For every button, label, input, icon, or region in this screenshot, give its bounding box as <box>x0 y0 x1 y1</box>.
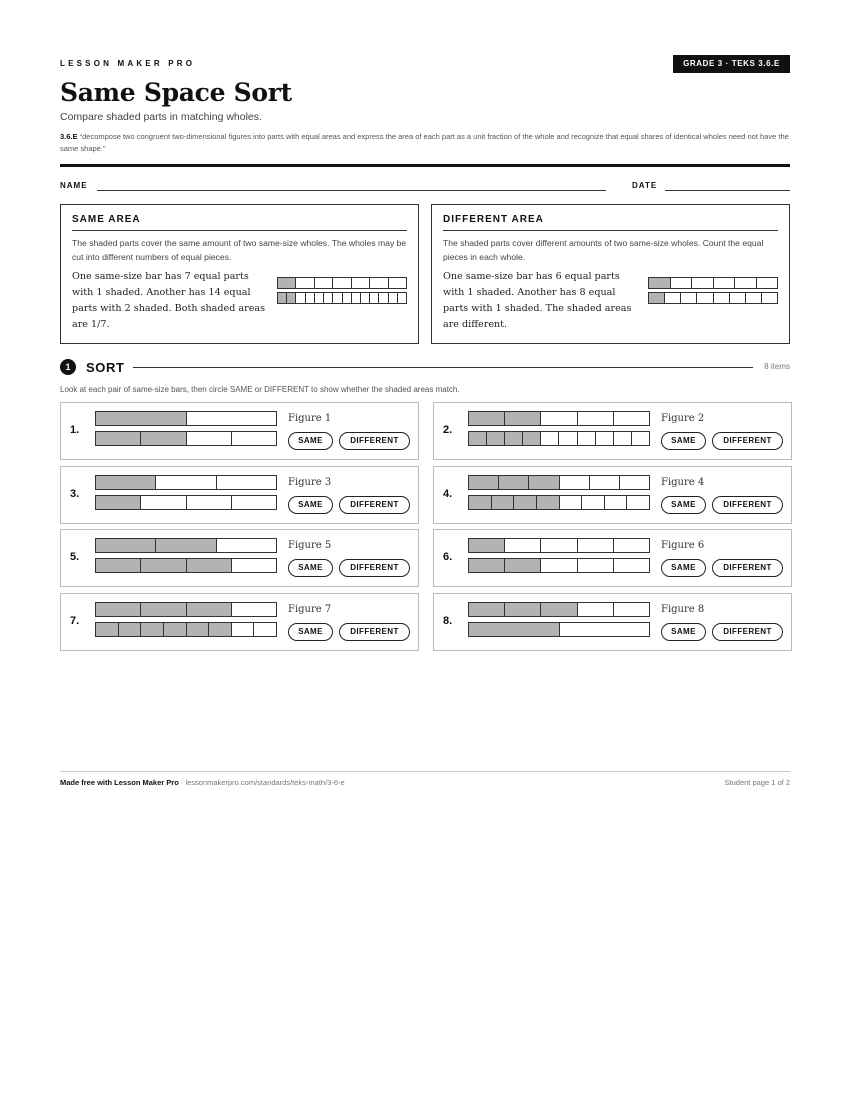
unshaded-part <box>560 476 590 489</box>
footer-made-with: Made free with Lesson Maker Pro <box>60 778 179 787</box>
fraction-bar <box>648 292 778 304</box>
shaded-part <box>187 559 232 572</box>
example-heading: SAME AREA <box>72 205 407 231</box>
unshaded-part <box>620 476 649 489</box>
shaded-part <box>141 623 164 636</box>
shaded-part <box>492 496 515 509</box>
unshaded-part <box>614 432 632 445</box>
fraction-bar <box>468 602 650 617</box>
fraction-bar <box>468 431 650 446</box>
unshaded-part <box>333 293 342 303</box>
shaded-part <box>469 412 505 425</box>
item-number: 1. <box>70 424 80 436</box>
sort-item <box>433 529 792 587</box>
shaded-part <box>649 293 665 303</box>
item-bars <box>468 411 650 446</box>
example-explanation: One same-size bar has 6 equal parts with 1 shaded. Another has 8 equal parts with 1 shaded. The shaded areas are different. <box>443 271 632 330</box>
unshaded-part <box>352 278 370 288</box>
shaded-part <box>505 559 541 572</box>
unshaded-part <box>232 432 276 445</box>
unshaded-part <box>217 476 276 489</box>
unshaded-part <box>187 412 277 425</box>
unshaded-part <box>324 293 333 303</box>
figure-label: Figure 5 <box>288 540 332 551</box>
example-heading: DIFFERENT AREA <box>443 205 778 231</box>
unshaded-part <box>714 278 736 288</box>
shaded-part <box>523 432 541 445</box>
unshaded-part <box>681 293 697 303</box>
name-date-row <box>60 181 790 193</box>
unshaded-part <box>582 496 605 509</box>
section-rule <box>133 367 753 368</box>
section-instructions: Look at each pair of same-size bars, then circle SAME or DIFFERENT to show whether the shaded areas match. <box>60 385 460 394</box>
unshaded-part <box>692 278 714 288</box>
same-choice[interactable]: SAME <box>661 623 706 641</box>
unshaded-part <box>578 412 614 425</box>
same-choice[interactable]: SAME <box>288 623 333 641</box>
footer-page-number: Student page 1 of 2 <box>724 778 790 787</box>
unshaded-part <box>578 603 614 616</box>
shaded-part <box>469 623 560 636</box>
unshaded-part <box>541 559 577 572</box>
unshaded-part <box>605 496 628 509</box>
fraction-bar <box>95 538 277 553</box>
example-bars <box>648 277 778 304</box>
fraction-bar <box>95 431 277 446</box>
section-number-badge: 1 <box>60 359 76 375</box>
unshaded-part <box>578 539 614 552</box>
item-number: 3. <box>70 488 80 500</box>
shaded-part <box>164 623 187 636</box>
header-divider <box>60 164 790 167</box>
fraction-bar <box>468 538 650 553</box>
shaded-part <box>469 432 487 445</box>
fraction-bar <box>468 411 650 426</box>
item-number: 8. <box>443 615 453 627</box>
shaded-part <box>96 559 141 572</box>
unshaded-part <box>541 432 559 445</box>
shaded-part <box>649 278 671 288</box>
shaded-part <box>141 603 186 616</box>
section-header <box>60 359 790 375</box>
figure-label: Figure 1 <box>288 413 332 424</box>
example-different-area <box>431 204 790 344</box>
unshaded-part <box>187 496 232 509</box>
shaded-part <box>541 603 577 616</box>
unshaded-part <box>389 278 406 288</box>
page-title: Same Space Sort <box>60 78 292 107</box>
unshaded-part <box>560 496 583 509</box>
fraction-bar <box>95 602 277 617</box>
shaded-part <box>96 432 141 445</box>
shaded-part <box>529 476 559 489</box>
figure-label: Figure 6 <box>661 540 705 551</box>
sort-item <box>60 529 419 587</box>
item-bars <box>95 475 277 510</box>
figure-label: Figure 8 <box>661 604 705 615</box>
footer-divider <box>60 771 790 772</box>
shaded-part <box>505 432 523 445</box>
item-count: 8 items <box>764 362 790 371</box>
unshaded-part <box>156 476 216 489</box>
different-choice[interactable]: DIFFERENT <box>339 559 410 577</box>
footer-url: · lessonmakerpro.com/standards/teks-math/3-6-e <box>178 778 345 787</box>
shaded-part <box>278 293 287 303</box>
shaded-part <box>499 476 529 489</box>
unshaded-part <box>398 293 406 303</box>
sort-item <box>433 402 792 460</box>
unshaded-part <box>370 278 388 288</box>
section-title: SORT <box>86 360 125 375</box>
shaded-part <box>141 559 186 572</box>
shaded-part <box>96 476 156 489</box>
standard-text: “decompose two congruent two-dimensional figures into parts with equal areas and express the area of each part as a unit fraction of the whole and recognize that equal shares of identical wholes need not have the same shape.” <box>60 132 789 153</box>
item-bars <box>468 475 650 510</box>
shaded-part <box>487 432 505 445</box>
same-choice[interactable]: SAME <box>661 432 706 450</box>
example-description: The shaded parts cover different amounts of two same-size wholes. Count the equal pieces in each whole. <box>443 238 764 262</box>
unshaded-part <box>315 293 324 303</box>
unshaded-part <box>232 623 255 636</box>
unshaded-part <box>352 293 361 303</box>
unshaded-part <box>541 539 577 552</box>
unshaded-part <box>614 559 649 572</box>
figure-label: Figure 3 <box>288 477 332 488</box>
unshaded-part <box>187 432 232 445</box>
shaded-part <box>187 623 210 636</box>
name-label: NAME <box>60 181 88 190</box>
fraction-bar <box>648 277 778 289</box>
unshaded-part <box>632 432 649 445</box>
same-choice[interactable]: SAME <box>661 496 706 514</box>
item-number: 5. <box>70 551 80 563</box>
unshaded-part <box>505 539 541 552</box>
fraction-bar <box>95 475 277 490</box>
same-choice[interactable]: SAME <box>288 559 333 577</box>
unshaded-part <box>296 278 314 288</box>
shaded-part <box>469 476 499 489</box>
shaded-part <box>505 412 541 425</box>
different-choice[interactable]: DIFFERENT <box>339 623 410 641</box>
fraction-bar <box>468 475 650 490</box>
unshaded-part <box>762 293 777 303</box>
unshaded-part <box>714 293 730 303</box>
item-bars <box>468 538 650 573</box>
same-choice[interactable]: SAME <box>661 559 706 577</box>
item-number: 6. <box>443 551 453 563</box>
unshaded-part <box>590 476 620 489</box>
unshaded-part <box>217 539 276 552</box>
shaded-part <box>505 603 541 616</box>
unshaded-part <box>560 623 650 636</box>
figure-label: Figure 7 <box>288 604 332 615</box>
example-explanation: One same-size bar has 7 equal parts with 1 shaded. Another has 14 equal parts with 2 shaded. Both shaded areas are 1/7. <box>72 271 266 330</box>
sort-item <box>433 466 792 524</box>
same-choice[interactable]: SAME <box>288 432 333 450</box>
unshaded-part <box>596 432 614 445</box>
unshaded-part <box>757 278 778 288</box>
date-field[interactable] <box>665 190 790 191</box>
different-choice[interactable]: DIFFERENT <box>712 623 783 641</box>
unshaded-part <box>343 293 352 303</box>
grade-badge: GRADE 3 · TEKS 3.6.E <box>673 55 790 73</box>
unshaded-part <box>578 432 596 445</box>
unshaded-part <box>746 293 762 303</box>
shaded-part <box>514 496 537 509</box>
item-number: 2. <box>443 424 453 436</box>
unshaded-part <box>730 293 746 303</box>
shaded-part <box>96 496 141 509</box>
shaded-part <box>469 559 505 572</box>
unshaded-part <box>697 293 713 303</box>
fraction-bar <box>277 277 407 289</box>
unshaded-part <box>370 293 379 303</box>
item-number: 7. <box>70 615 80 627</box>
figure-label: Figure 4 <box>661 477 705 488</box>
example-same-area <box>60 204 419 344</box>
item-bars <box>468 602 650 637</box>
different-choice[interactable]: DIFFERENT <box>712 496 783 514</box>
unshaded-part <box>627 496 649 509</box>
shaded-part <box>537 496 560 509</box>
sort-item <box>60 466 419 524</box>
date-label: DATE <box>632 181 658 190</box>
sort-item <box>433 593 792 651</box>
fraction-bar <box>95 495 277 510</box>
shaded-part <box>278 278 296 288</box>
unshaded-part <box>614 603 649 616</box>
different-choice[interactable]: DIFFERENT <box>339 496 410 514</box>
unshaded-part <box>315 278 333 288</box>
unshaded-part <box>614 412 649 425</box>
sort-item <box>60 402 419 460</box>
unshaded-part <box>232 603 276 616</box>
page-subtitle: Compare shaded parts in matching wholes. <box>60 111 262 123</box>
same-choice[interactable]: SAME <box>288 496 333 514</box>
unshaded-part <box>559 432 577 445</box>
standard-code: 3.6.E <box>60 132 78 141</box>
unshaded-part <box>379 293 388 303</box>
item-bars <box>95 411 277 446</box>
item-number: 4. <box>443 488 453 500</box>
unshaded-part <box>306 293 315 303</box>
shaded-part <box>96 539 156 552</box>
shaded-part <box>156 539 216 552</box>
unshaded-part <box>671 278 693 288</box>
unshaded-part <box>389 293 398 303</box>
fraction-bar <box>95 622 277 637</box>
example-bars <box>277 277 407 304</box>
shaded-part <box>187 603 232 616</box>
shaded-part <box>96 623 119 636</box>
unshaded-part <box>541 412 577 425</box>
shaded-part <box>209 623 232 636</box>
fraction-bar <box>468 495 650 510</box>
unshaded-part <box>333 278 351 288</box>
different-choice[interactable]: DIFFERENT <box>339 432 410 450</box>
fraction-bar <box>468 558 650 573</box>
shaded-part <box>469 496 492 509</box>
unshaded-part <box>296 293 305 303</box>
shaded-part <box>119 623 142 636</box>
unshaded-part <box>665 293 681 303</box>
unshaded-part <box>141 496 186 509</box>
fraction-bar <box>95 411 277 426</box>
different-choice[interactable]: DIFFERENT <box>712 559 783 577</box>
unshaded-part <box>232 559 276 572</box>
standard-statement <box>60 131 790 155</box>
item-bars <box>95 602 277 637</box>
item-bars <box>95 538 277 573</box>
shaded-part <box>96 412 187 425</box>
unshaded-part <box>578 559 614 572</box>
unshaded-part <box>232 496 276 509</box>
unshaded-part <box>614 539 649 552</box>
fraction-bar <box>468 622 650 637</box>
figure-label: Figure 2 <box>661 413 705 424</box>
fraction-bar <box>277 292 407 304</box>
brand-name: LESSON MAKER PRO <box>60 59 196 68</box>
shaded-part <box>469 539 505 552</box>
footer-credit <box>60 778 345 787</box>
example-description: The shaded parts cover the same amount of two same-size wholes. The wholes may be cut into different numbers of equal pieces. <box>72 238 407 262</box>
shaded-part <box>96 603 141 616</box>
shaded-part <box>469 603 505 616</box>
sort-item <box>60 593 419 651</box>
fraction-bar <box>95 558 277 573</box>
unshaded-part <box>735 278 757 288</box>
shaded-part <box>141 432 186 445</box>
name-field[interactable] <box>97 190 606 191</box>
unshaded-part <box>361 293 370 303</box>
different-choice[interactable]: DIFFERENT <box>712 432 783 450</box>
unshaded-part <box>254 623 276 636</box>
shaded-part <box>287 293 296 303</box>
